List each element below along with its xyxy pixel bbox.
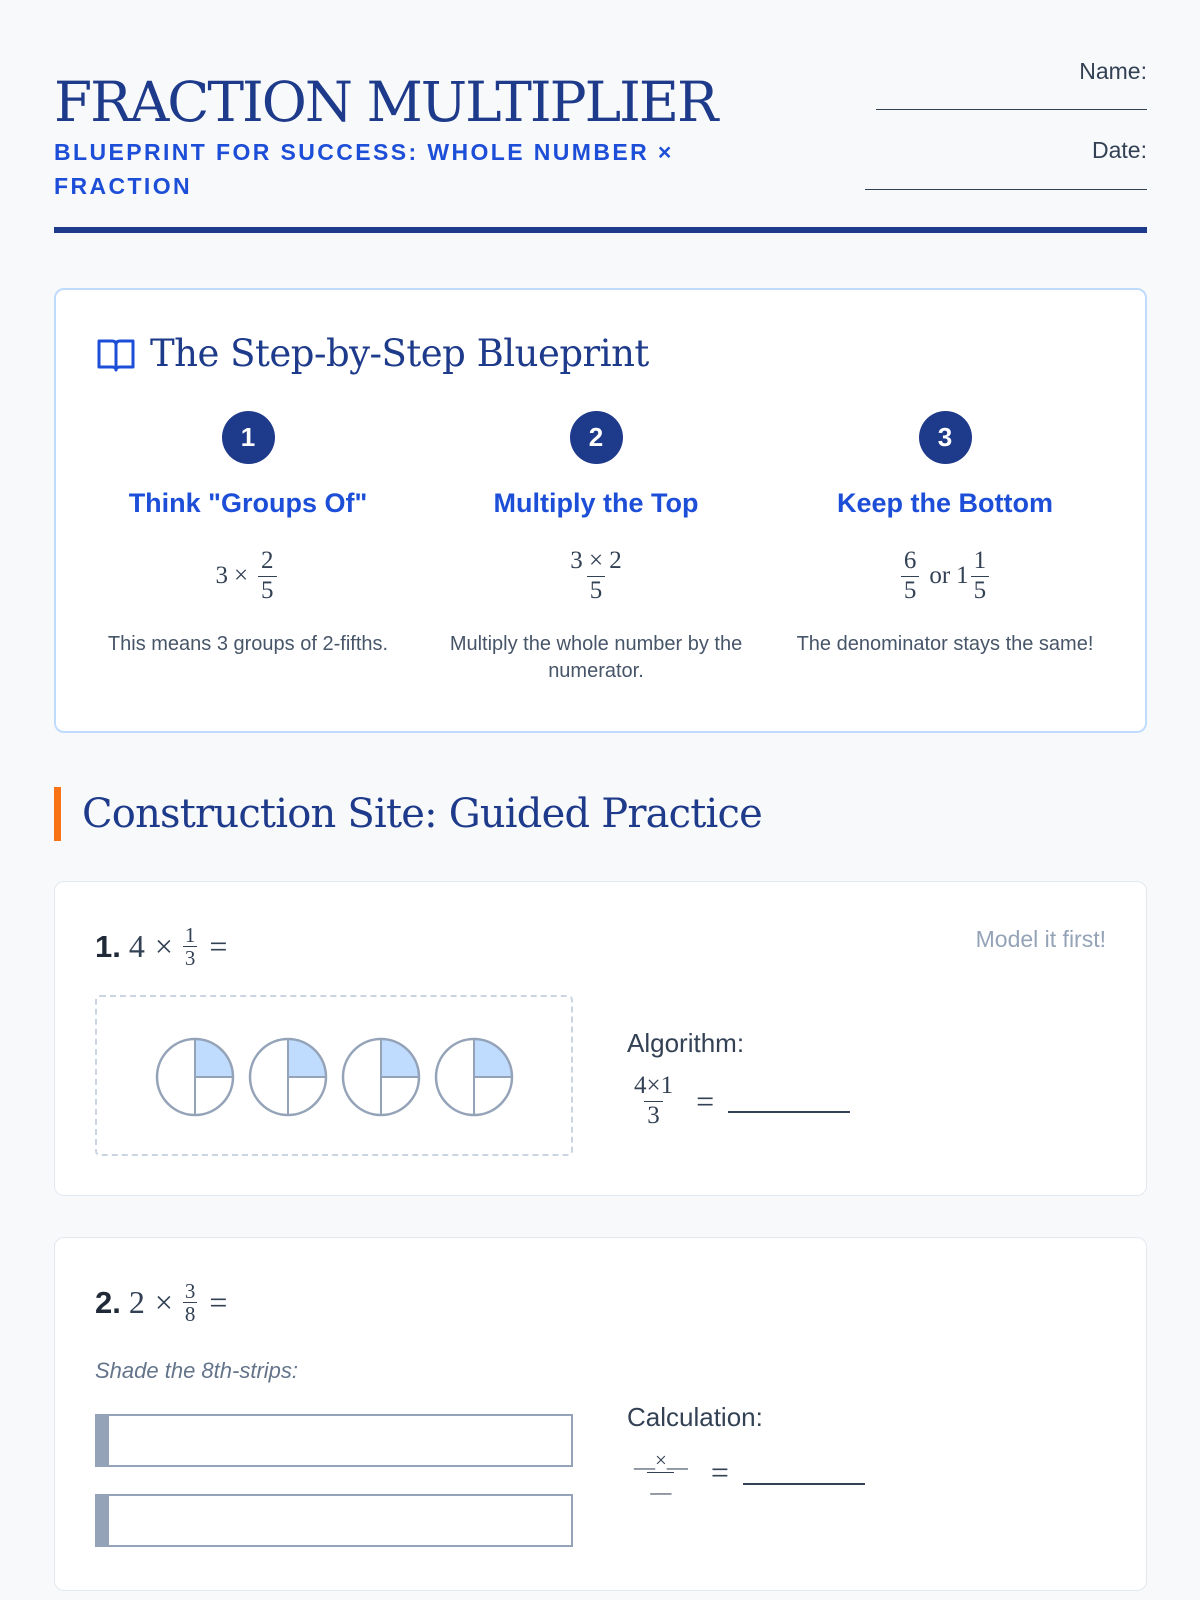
- step-description: This means 3 groups of 2-fifths.: [107, 633, 389, 655]
- problem-times: ×: [154, 1284, 173, 1321]
- fraction-circle[interactable]: [436, 1039, 512, 1115]
- section-heading-text: Construction Site: Guided Practice: [82, 791, 763, 837]
- fraction-denominator: 8: [184, 1302, 196, 1327]
- hint-text: Model it first!: [975, 926, 1106, 952]
- step-2: [431, 411, 761, 685]
- fraction-denominator: 3: [184, 946, 196, 971]
- fraction-denominator: 5: [258, 576, 277, 606]
- section-accent-bar: [54, 787, 61, 841]
- algorithm-equals: =: [696, 1082, 715, 1119]
- page-title: FRACTION MULTIPLIER: [54, 70, 717, 134]
- fraction-numerator: 3: [184, 1279, 196, 1303]
- fraction-numerator: 6: [903, 546, 917, 574]
- step-1: [83, 411, 413, 658]
- calculation-expression: [627, 1448, 865, 1497]
- fraction-circle[interactable]: [343, 1039, 419, 1115]
- fraction-denominator: 3: [644, 1101, 663, 1131]
- math-fraction: [258, 547, 277, 606]
- problem-times: ×: [154, 928, 173, 965]
- math-or: or: [929, 562, 951, 589]
- date-field[interactable]: [865, 189, 1147, 190]
- book-icon: [96, 336, 136, 372]
- blueprint-heading: [96, 332, 649, 375]
- problem-card-2: [54, 1237, 1147, 1591]
- step-math: [431, 541, 761, 611]
- answer-blank[interactable]: [743, 1483, 865, 1485]
- math-fraction: [901, 547, 920, 606]
- fraction-numerator: 3 × 2: [570, 546, 622, 574]
- fraction-denominator: __: [647, 1472, 674, 1497]
- math-fraction: [567, 547, 625, 606]
- problem-equals: =: [209, 928, 228, 965]
- problem-fraction: [183, 924, 198, 969]
- calculation-equals: =: [710, 1454, 729, 1491]
- answer-blank[interactable]: [728, 1111, 850, 1113]
- step-title: Multiply the Top: [493, 488, 699, 518]
- problem-whole: 2: [128, 1284, 145, 1321]
- fraction-strip[interactable]: [95, 1414, 573, 1467]
- problem-expression: [95, 1280, 227, 1325]
- step-title: Think "Groups Of": [128, 488, 368, 518]
- fraction-denominator: 5: [587, 576, 606, 606]
- fraction-denominator: 5: [971, 576, 990, 606]
- fraction-circle[interactable]: [250, 1039, 326, 1115]
- strip-shaded-part: [97, 1416, 109, 1465]
- fraction-denominator: 5: [901, 576, 920, 606]
- fraction-numerator: 1: [184, 923, 196, 947]
- step-3: [780, 411, 1110, 658]
- step-math: [83, 541, 413, 611]
- step-math: [780, 541, 1110, 611]
- problem-card-1: [54, 881, 1147, 1196]
- fraction-model-area[interactable]: [95, 995, 573, 1156]
- name-label: Name:: [1079, 58, 1147, 84]
- calculation-fraction: [631, 1448, 691, 1497]
- algorithm-label: Algorithm:: [627, 1028, 745, 1058]
- shade-instruction: Shade the 8th-strips:: [95, 1358, 299, 1383]
- fraction-numerator: 2: [261, 546, 274, 574]
- worksheet-header: [54, 0, 1147, 236]
- math-whole: 3: [215, 562, 228, 589]
- blueprint-heading-text: The Step-by-Step Blueprint: [150, 332, 649, 375]
- step-description: The denominator stays the same!: [796, 633, 1094, 655]
- blueprint-card: [54, 288, 1147, 733]
- strip-shaded-part: [97, 1496, 109, 1545]
- problem-equals: =: [209, 1284, 228, 1321]
- step-title: Keep the Bottom: [837, 488, 1053, 518]
- step-number-badge: 1: [222, 411, 275, 464]
- algorithm-fraction: [631, 1072, 676, 1131]
- problem-fraction: [183, 1280, 198, 1325]
- step-number-badge: 2: [570, 411, 623, 464]
- fraction-numerator: 4×1: [634, 1072, 674, 1099]
- page-subtitle: BLUEPRINT FOR SUCCESS: WHOLE NUMBER × FRACTION: [54, 139, 674, 199]
- date-label: Date:: [1092, 137, 1147, 163]
- fraction-circles: [155, 1037, 515, 1117]
- math-times: ×: [233, 562, 249, 589]
- fraction-strip[interactable]: [95, 1494, 573, 1547]
- section-heading: [54, 787, 762, 841]
- problem-number: 2.: [95, 1284, 121, 1320]
- header-divider: [54, 227, 1147, 233]
- fraction-numerator: 1: [973, 546, 987, 574]
- algorithm-expression: [627, 1072, 850, 1131]
- fraction-numerator: __×__: [634, 1448, 688, 1472]
- calculation-label: Calculation:: [627, 1402, 763, 1432]
- mixed-whole: 1: [956, 562, 969, 589]
- problem-whole: 4: [128, 928, 145, 965]
- step-number-badge: 3: [919, 411, 972, 464]
- problem-expression: [95, 924, 227, 969]
- problem-number: 1.: [95, 928, 121, 964]
- name-field[interactable]: [876, 109, 1147, 110]
- mixed-fraction: [971, 547, 990, 606]
- fraction-circle[interactable]: [157, 1039, 233, 1115]
- step-description: Multiply the whole number by the numerator.: [449, 633, 743, 682]
